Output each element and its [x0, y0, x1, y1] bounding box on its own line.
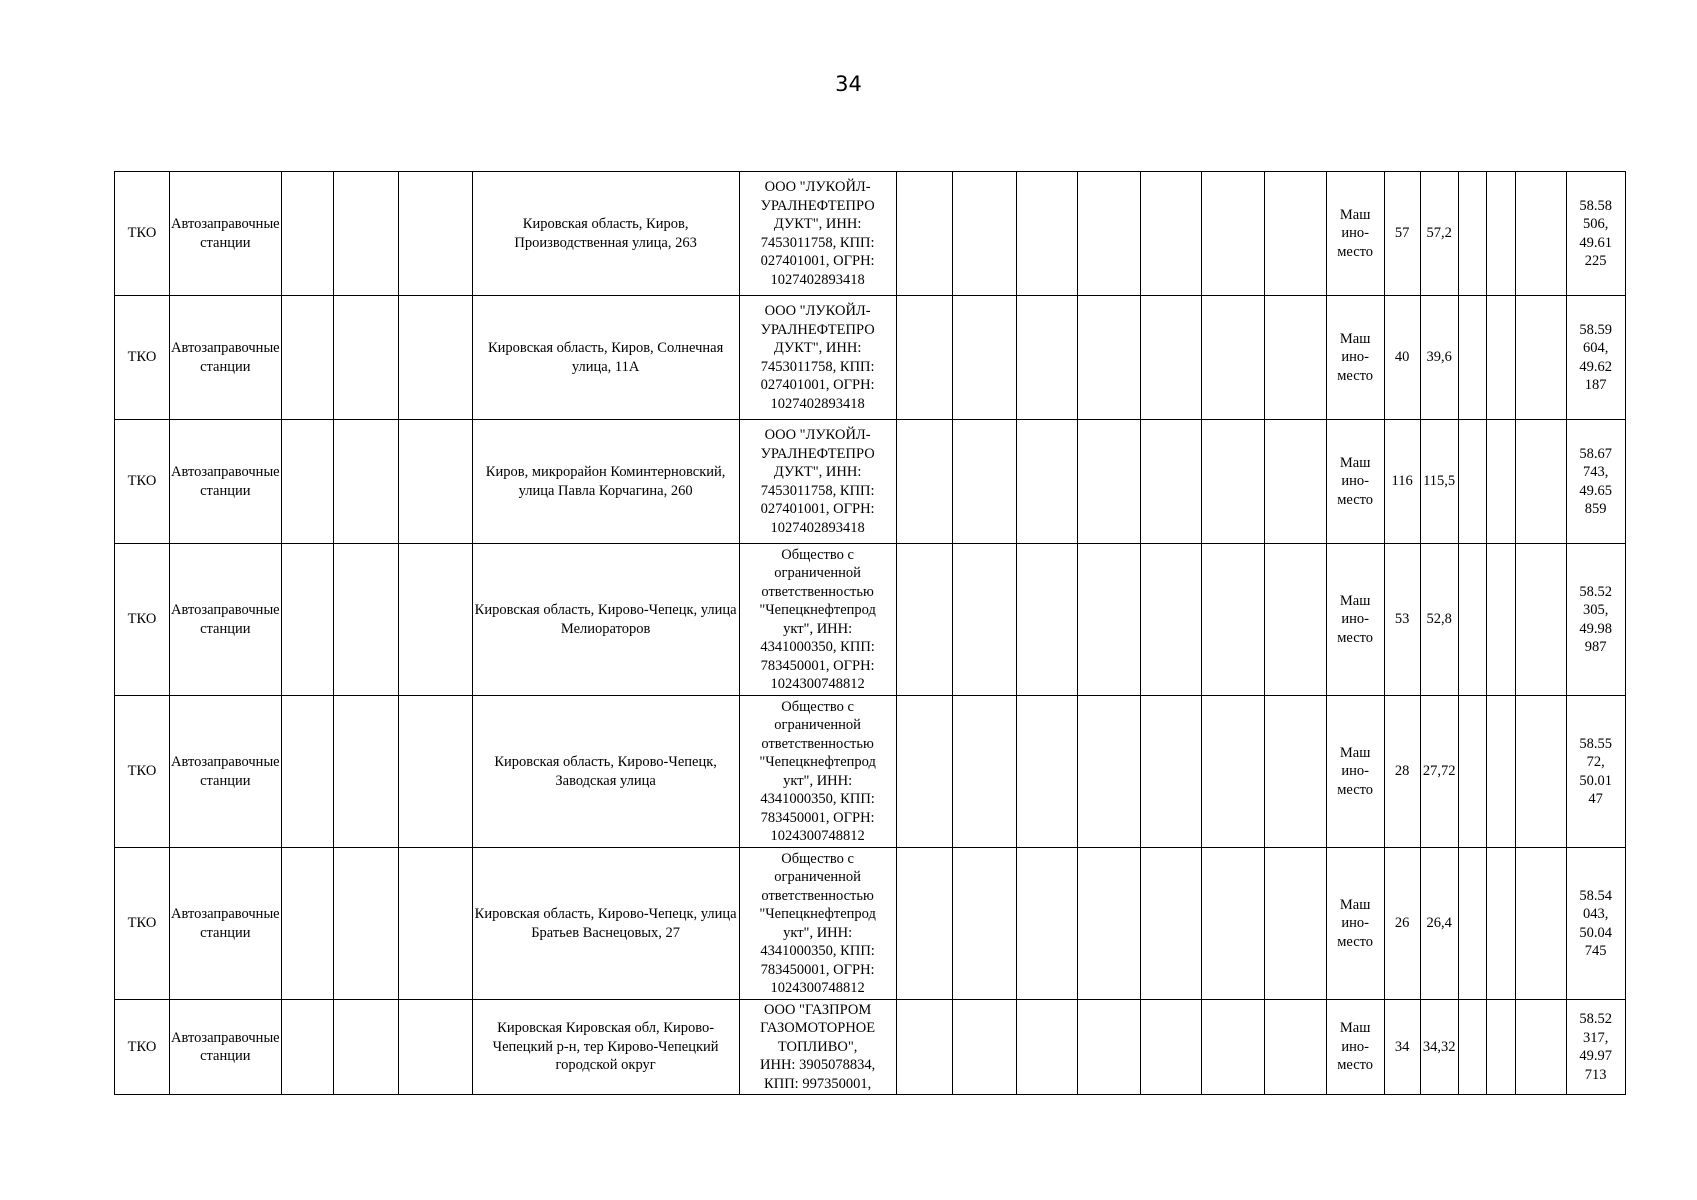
empty-cell	[1458, 696, 1486, 848]
waste-type-cell: ТКО	[115, 420, 170, 544]
table-row	[115, 696, 1626, 848]
empty-cell	[896, 296, 952, 420]
empty-cell	[281, 1000, 333, 1095]
empty-cell	[896, 1000, 952, 1095]
coordinates-cell: 58.52 305, 49.98 987	[1566, 544, 1625, 696]
object-type-cell: Автозаправочные станции	[170, 848, 282, 1000]
waste-type-cell: ТКО	[115, 172, 170, 296]
empty-cell	[952, 172, 1016, 296]
empty-cell	[1016, 420, 1077, 544]
empty-cell	[1201, 696, 1264, 848]
waste-type-cell: ТКО	[115, 296, 170, 420]
object-type-cell: Автозаправочные станции	[170, 172, 282, 296]
organization-cell: ООО "ЛУКОЙЛ- УРАЛНЕФТЕПРО ДУКТ", ИНН: 7453011758, КПП: 027401001, ОГРН: 1027402893418	[739, 172, 896, 296]
empty-cell	[1016, 172, 1077, 296]
empty-cell	[333, 1000, 398, 1095]
empty-cell	[896, 420, 952, 544]
empty-cell	[1077, 696, 1140, 848]
empty-cell	[1077, 544, 1140, 696]
unit-cell: Маш ино-место	[1326, 1000, 1384, 1095]
empty-cell	[1201, 544, 1264, 696]
empty-cell	[333, 296, 398, 420]
empty-cell	[1264, 544, 1326, 696]
volume-cell: 52,8	[1420, 544, 1458, 696]
capacity-cell: 57	[1384, 172, 1420, 296]
table-row	[115, 172, 1626, 296]
unit-cell: Маш ино-место	[1326, 544, 1384, 696]
empty-cell	[1486, 420, 1515, 544]
capacity-cell: 28	[1384, 696, 1420, 848]
address-cell: Кировская область, Кирово-Чепецк, улица Мелиораторов	[472, 544, 739, 696]
empty-cell	[1016, 1000, 1077, 1095]
empty-cell	[1458, 172, 1486, 296]
unit-cell: Маш ино-место	[1326, 172, 1384, 296]
empty-cell	[1201, 420, 1264, 544]
empty-cell	[1140, 696, 1201, 848]
volume-cell: 27,72	[1420, 696, 1458, 848]
empty-cell	[1515, 848, 1566, 1000]
empty-cell	[896, 172, 952, 296]
empty-cell	[281, 696, 333, 848]
empty-cell	[1458, 1000, 1486, 1095]
empty-cell	[1515, 172, 1566, 296]
unit-cell: Маш ино-место	[1326, 420, 1384, 544]
empty-cell	[1140, 1000, 1201, 1095]
object-type-cell: Автозаправочные станции	[170, 1000, 282, 1095]
empty-cell	[1264, 172, 1326, 296]
waste-type-cell: ТКО	[115, 696, 170, 848]
empty-cell	[1515, 1000, 1566, 1095]
empty-cell	[1140, 544, 1201, 696]
empty-cell	[1201, 848, 1264, 1000]
empty-cell	[398, 696, 472, 848]
empty-cell	[281, 848, 333, 1000]
volume-cell: 26,4	[1420, 848, 1458, 1000]
address-cell: Кировская область, Кирово-Чепецк, Заводская улица	[472, 696, 739, 848]
coordinates-cell: 58.52 317, 49.97 713	[1566, 1000, 1625, 1095]
object-type-cell: Автозаправочные станции	[170, 696, 282, 848]
waste-sites-table	[114, 171, 1626, 1095]
empty-cell	[1077, 420, 1140, 544]
empty-cell	[1486, 296, 1515, 420]
empty-cell	[333, 544, 398, 696]
empty-cell	[952, 420, 1016, 544]
address-cell: Киров, микрорайон Коминтерновский, улица Павла Корчагина, 260	[472, 420, 739, 544]
empty-cell	[1201, 172, 1264, 296]
empty-cell	[952, 1000, 1016, 1095]
empty-cell	[1016, 544, 1077, 696]
capacity-cell: 116	[1384, 420, 1420, 544]
object-type-cell: Автозаправочные станции	[170, 296, 282, 420]
capacity-cell: 34	[1384, 1000, 1420, 1095]
empty-cell	[1515, 696, 1566, 848]
table-row	[115, 1000, 1626, 1095]
coordinates-cell: 58.59 604, 49.62 187	[1566, 296, 1625, 420]
coordinates-cell: 58.55 72, 50.01 47	[1566, 696, 1625, 848]
empty-cell	[896, 544, 952, 696]
empty-cell	[1515, 296, 1566, 420]
empty-cell	[1264, 848, 1326, 1000]
empty-cell	[398, 848, 472, 1000]
empty-cell	[1140, 172, 1201, 296]
empty-cell	[398, 172, 472, 296]
volume-cell: 39,6	[1420, 296, 1458, 420]
capacity-cell: 53	[1384, 544, 1420, 696]
empty-cell	[333, 696, 398, 848]
waste-type-cell: ТКО	[115, 848, 170, 1000]
empty-cell	[1264, 696, 1326, 848]
empty-cell	[1458, 544, 1486, 696]
empty-cell	[1077, 848, 1140, 1000]
empty-cell	[1140, 296, 1201, 420]
table-row	[115, 296, 1626, 420]
empty-cell	[1077, 172, 1140, 296]
empty-cell	[281, 172, 333, 296]
empty-cell	[281, 296, 333, 420]
empty-cell	[398, 420, 472, 544]
waste-type-cell: ТКО	[115, 1000, 170, 1095]
empty-cell	[1486, 696, 1515, 848]
empty-cell	[952, 296, 1016, 420]
empty-cell	[896, 848, 952, 1000]
empty-cell	[398, 296, 472, 420]
organization-cell: Общество с ограниченной ответственностью "Чепецкнефтепрод укт", ИНН: 4341000350, КПП: 783450001, ОГРН: 1024300748812	[739, 544, 896, 696]
empty-cell	[398, 1000, 472, 1095]
empty-cell	[952, 696, 1016, 848]
empty-cell	[1077, 1000, 1140, 1095]
empty-cell	[333, 420, 398, 544]
unit-cell: Маш ино-место	[1326, 696, 1384, 848]
empty-cell	[333, 172, 398, 296]
empty-cell	[1264, 296, 1326, 420]
empty-cell	[1016, 848, 1077, 1000]
volume-cell: 57,2	[1420, 172, 1458, 296]
empty-cell	[1515, 420, 1566, 544]
volume-cell: 34,32	[1420, 1000, 1458, 1095]
address-cell: Кировская Кировская обл, Кирово-Чепецкий р-н, тер Кирово-Чепецкий городской округ	[472, 1000, 739, 1095]
empty-cell	[1264, 1000, 1326, 1095]
empty-cell	[1458, 296, 1486, 420]
unit-cell: Маш ино-место	[1326, 848, 1384, 1000]
empty-cell	[333, 848, 398, 1000]
organization-cell: Общество с ограниченной ответственностью "Чепецкнефтепрод укт", ИНН: 4341000350, КПП: 783450001, ОГРН: 1024300748812	[739, 848, 896, 1000]
volume-cell: 115,5	[1420, 420, 1458, 544]
empty-cell	[1016, 696, 1077, 848]
table-row	[115, 544, 1626, 696]
empty-cell	[1264, 420, 1326, 544]
empty-cell	[1486, 172, 1515, 296]
empty-cell	[1458, 848, 1486, 1000]
organization-cell: ООО "ГАЗПРОМ ГАЗОМОТОРНОЕ ТОПЛИВО", ИНН: 3905078834, КПП: 997350001,	[739, 1000, 896, 1095]
empty-cell	[398, 544, 472, 696]
empty-cell	[1515, 544, 1566, 696]
waste-type-cell: ТКО	[115, 544, 170, 696]
empty-cell	[281, 420, 333, 544]
object-type-cell: Автозаправочные станции	[170, 420, 282, 544]
empty-cell	[1486, 848, 1515, 1000]
capacity-cell: 26	[1384, 848, 1420, 1000]
empty-cell	[1486, 1000, 1515, 1095]
empty-cell	[1016, 296, 1077, 420]
organization-cell: ООО "ЛУКОЙЛ- УРАЛНЕФТЕПРО ДУКТ", ИНН: 7453011758, КПП: 027401001, ОГРН: 1027402893418	[739, 296, 896, 420]
coordinates-cell: 58.54 043, 50.04 745	[1566, 848, 1625, 1000]
empty-cell	[952, 544, 1016, 696]
empty-cell	[952, 848, 1016, 1000]
coordinates-cell: 58.67 743, 49.65 859	[1566, 420, 1625, 544]
address-cell: Кировская область, Киров, Производственная улица, 263	[472, 172, 739, 296]
organization-cell: Общество с ограниченной ответственностью "Чепецкнефтепрод укт", ИНН: 4341000350, КПП: 783450001, ОГРН: 1024300748812	[739, 696, 896, 848]
page-number: 34	[835, 72, 862, 96]
address-cell: Кировская область, Киров, Солнечная улица, 11А	[472, 296, 739, 420]
empty-cell	[896, 696, 952, 848]
empty-cell	[1486, 544, 1515, 696]
coordinates-cell: 58.58 506, 49.61 225	[1566, 172, 1625, 296]
object-type-cell: Автозаправочные станции	[170, 544, 282, 696]
empty-cell	[1201, 1000, 1264, 1095]
empty-cell	[281, 544, 333, 696]
empty-cell	[1140, 848, 1201, 1000]
table-row	[115, 420, 1626, 544]
table-row	[115, 848, 1626, 1000]
unit-cell: Маш ино-место	[1326, 296, 1384, 420]
capacity-cell: 40	[1384, 296, 1420, 420]
address-cell: Кировская область, Кирово-Чепецк, улица Братьев Васнецовых, 27	[472, 848, 739, 1000]
organization-cell: ООО "ЛУКОЙЛ- УРАЛНЕФТЕПРО ДУКТ", ИНН: 7453011758, КПП: 027401001, ОГРН: 1027402893418	[739, 420, 896, 544]
empty-cell	[1458, 420, 1486, 544]
empty-cell	[1201, 296, 1264, 420]
empty-cell	[1077, 296, 1140, 420]
empty-cell	[1140, 420, 1201, 544]
table-body	[115, 172, 1626, 1095]
